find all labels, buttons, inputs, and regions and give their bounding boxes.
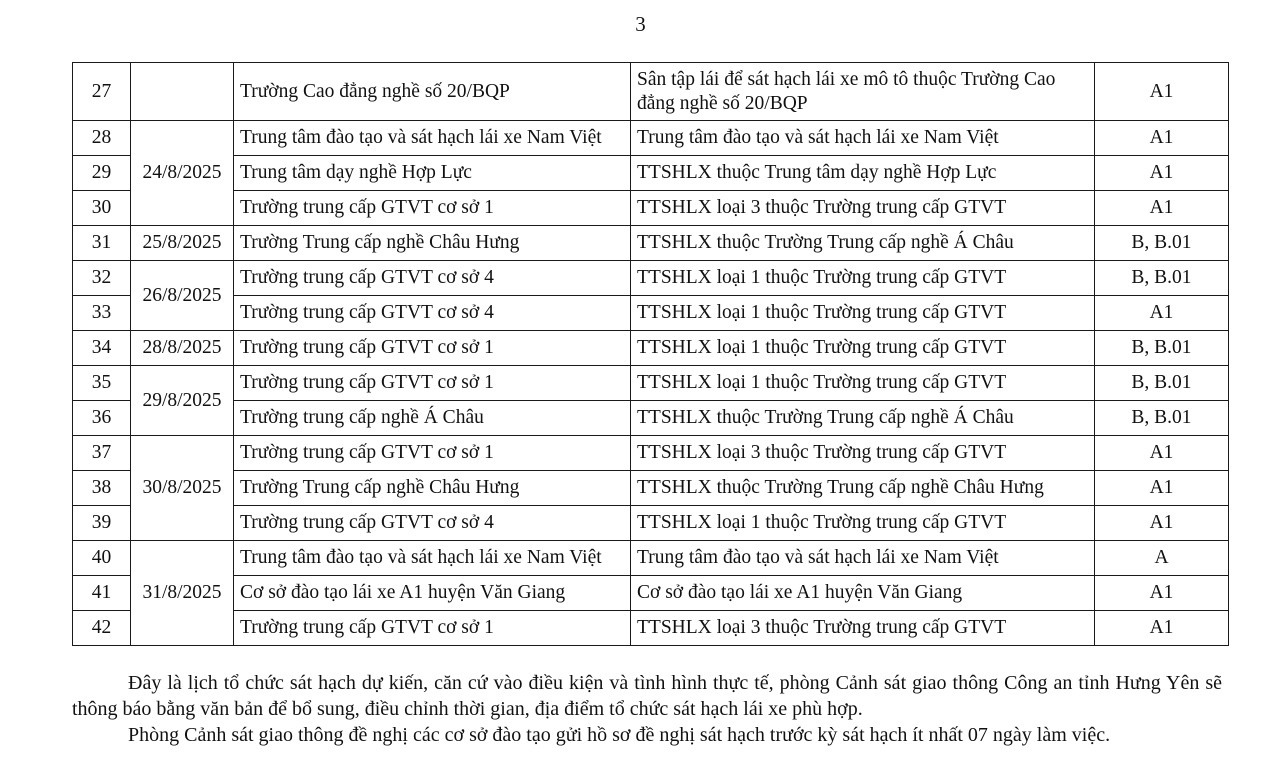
row-number: 27	[73, 63, 131, 121]
training-unit: Trường trung cấp GTVT cơ sở 1	[234, 331, 631, 366]
exam-date: 31/8/2025	[131, 541, 234, 646]
exam-location: TTSHLX loại 3 thuộc Trường trung cấp GTVT	[631, 436, 1095, 471]
exam-location: TTSHLX loại 1 thuộc Trường trung cấp GTVT	[631, 366, 1095, 401]
exam-date: 29/8/2025	[131, 366, 234, 436]
table-row	[73, 541, 1229, 576]
row-number: 30	[73, 191, 131, 226]
exam-location: TTSHLX thuộc Trường Trung cấp nghề Châu Hưng	[631, 471, 1095, 506]
license-class: A1	[1095, 121, 1229, 156]
training-unit: Trường Cao đẳng nghề số 20/BQP	[234, 63, 631, 121]
table-row	[73, 471, 1229, 506]
training-unit: Trường trung cấp GTVT cơ sở 4	[234, 506, 631, 541]
table-row	[73, 401, 1229, 436]
license-class: A1	[1095, 191, 1229, 226]
license-class: B, B.01	[1095, 261, 1229, 296]
exam-date: 25/8/2025	[131, 226, 234, 261]
license-class: A1	[1095, 471, 1229, 506]
notes-section	[72, 670, 1222, 748]
exam-location: TTSHLX loại 1 thuộc Trường trung cấp GTVT	[631, 331, 1095, 366]
license-class: B, B.01	[1095, 366, 1229, 401]
training-unit: Trung tâm đào tạo và sát hạch lái xe Nam Việt	[234, 541, 631, 576]
exam-schedule-table	[72, 62, 1229, 646]
row-number: 32	[73, 261, 131, 296]
table-row	[73, 436, 1229, 471]
date-cell-empty	[131, 63, 234, 121]
row-number: 31	[73, 226, 131, 261]
license-class: B, B.01	[1095, 331, 1229, 366]
exam-location: TTSHLX loại 3 thuộc Trường trung cấp GTVT	[631, 191, 1095, 226]
license-class: B, B.01	[1095, 226, 1229, 261]
row-number: 42	[73, 611, 131, 646]
exam-location: Sân tập lái để sát hạch lái xe mô tô thuộc Trường Cao đẳng nghề số 20/BQP	[631, 63, 1095, 121]
exam-location: Trung tâm đào tạo và sát hạch lái xe Nam Việt	[631, 121, 1095, 156]
exam-location: TTSHLX loại 3 thuộc Trường trung cấp GTVT	[631, 611, 1095, 646]
row-number: 41	[73, 576, 131, 611]
training-unit: Trường trung cấp GTVT cơ sở 1	[234, 611, 631, 646]
table-row	[73, 611, 1229, 646]
row-number: 33	[73, 296, 131, 331]
row-number: 37	[73, 436, 131, 471]
exam-location: TTSHLX thuộc Trường Trung cấp nghề Á Châu	[631, 401, 1095, 436]
page-number: 3	[635, 12, 646, 36]
training-unit: Trung tâm đào tạo và sát hạch lái xe Nam Việt	[234, 121, 631, 156]
training-unit: Trường trung cấp GTVT cơ sở 1	[234, 436, 631, 471]
row-number: 39	[73, 506, 131, 541]
exam-date: 26/8/2025	[131, 261, 234, 331]
exam-date: 24/8/2025	[131, 121, 234, 226]
exam-location: TTSHLX thuộc Trung tâm dạy nghề Hợp Lực	[631, 156, 1095, 191]
license-class: A1	[1095, 296, 1229, 331]
row-number: 38	[73, 471, 131, 506]
table-row	[73, 121, 1229, 156]
table-row	[73, 156, 1229, 191]
exam-location: TTSHLX loại 1 thuộc Trường trung cấp GTVT	[631, 261, 1095, 296]
table-row	[73, 296, 1229, 331]
license-class: A1	[1095, 156, 1229, 191]
table-row	[73, 63, 1229, 121]
training-unit: Trường trung cấp nghề Á Châu	[234, 401, 631, 436]
row-number: 29	[73, 156, 131, 191]
license-class: A	[1095, 541, 1229, 576]
exam-location: TTSHLX thuộc Trường Trung cấp nghề Á Châu	[631, 226, 1095, 261]
exam-location: Cơ sở đào tạo lái xe A1 huyện Văn Giang	[631, 576, 1095, 611]
row-number: 35	[73, 366, 131, 401]
exam-location: TTSHLX loại 1 thuộc Trường trung cấp GTVT	[631, 506, 1095, 541]
training-unit: Trường trung cấp GTVT cơ sở 1	[234, 191, 631, 226]
exam-date: 30/8/2025	[131, 436, 234, 541]
training-unit: Trường Trung cấp nghề Châu Hưng	[234, 226, 631, 261]
license-class: A1	[1095, 436, 1229, 471]
training-unit: Trường trung cấp GTVT cơ sở 4	[234, 261, 631, 296]
table-row	[73, 506, 1229, 541]
exam-location: Trung tâm đào tạo và sát hạch lái xe Nam Việt	[631, 541, 1095, 576]
row-number: 34	[73, 331, 131, 366]
note-paragraph: Phòng Cảnh sát giao thông đề nghị các cơ sở đào tạo gửi hồ sơ đề nghị sát hạch trước kỳ sát hạch ít nhất 07 ngày làm việc.	[128, 724, 1111, 746]
row-number: 28	[73, 121, 131, 156]
license-class: A1	[1095, 63, 1229, 121]
license-class: A1	[1095, 576, 1229, 611]
training-unit: Cơ sở đào tạo lái xe A1 huyện Văn Giang	[234, 576, 631, 611]
table-row	[73, 191, 1229, 226]
training-unit: Trường trung cấp GTVT cơ sở 4	[234, 296, 631, 331]
license-class: A1	[1095, 611, 1229, 646]
training-unit: Trung tâm dạy nghề Hợp Lực	[234, 156, 631, 191]
row-number: 40	[73, 541, 131, 576]
license-class: B, B.01	[1095, 401, 1229, 436]
table-row	[73, 331, 1229, 366]
table-row	[73, 226, 1229, 261]
exam-date: 28/8/2025	[131, 331, 234, 366]
training-unit: Trường trung cấp GTVT cơ sở 1	[234, 366, 631, 401]
row-number: 36	[73, 401, 131, 436]
note-paragraph: Đây là lịch tổ chức sát hạch dự kiến, căn cứ vào điều kiện và tình hình thực tế, phòng Cảnh sát giao thông Công an tỉnh Hưng Yên sẽ thông báo bằng văn bản để bổ sung, điều chỉnh thời gian, địa điểm tổ chức sát hạch lái xe phù hợp.	[72, 672, 1222, 720]
table-row	[73, 366, 1229, 401]
training-unit: Trường Trung cấp nghề Châu Hưng	[234, 471, 631, 506]
exam-location: TTSHLX loại 1 thuộc Trường trung cấp GTVT	[631, 296, 1095, 331]
license-class: A1	[1095, 506, 1229, 541]
table-row	[73, 261, 1229, 296]
table-row	[73, 576, 1229, 611]
